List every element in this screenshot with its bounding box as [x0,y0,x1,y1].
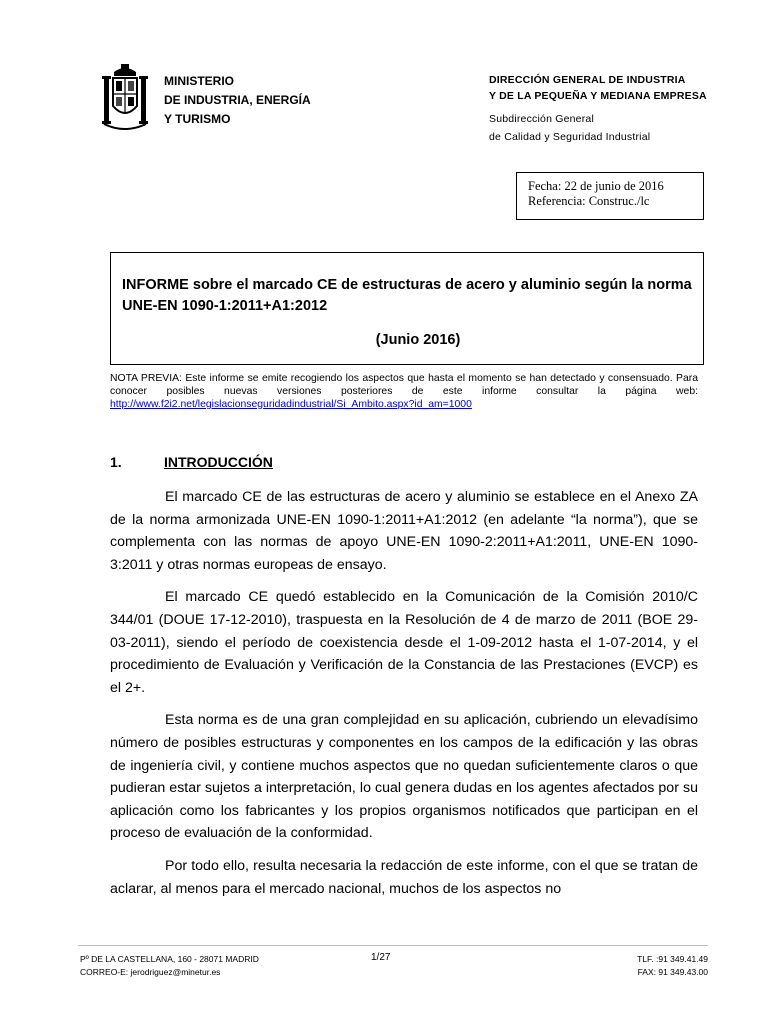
subdirectorate-line: de Calidad y Seguridad Industrial [489,131,651,143]
footer-phones [608,953,708,979]
document-title: INFORME sobre el marcado CE de estructuras de acero y aluminio según la norma UNE-EN 1090-1:2011+A1:2012 [122,277,692,314]
paragraph: Esta norma es de una gran complejidad en su aplicación, cubriendo un elevadísimo número de posibles estructuras y componentes en los campos de la edificación y las obras de ingeniería civil, y contiene muchos aspectos que no quedan suficientemente claros o que pudieran estar sujetos a interpretación, lo cual genera dudas en los agentes afectados por su aplicación como los fabricantes y los propios organismos notificados que participan en el proceso de evaluación de la conformidad. [110,712,698,842]
preliminary-note [110,372,698,411]
section-number: 1. [110,454,122,470]
ministry-name [164,72,311,129]
directorate-name [489,72,707,104]
document-reference: Referencia: Construc./lc [528,194,650,208]
document-title-date: (Junio 2016) [375,332,461,348]
paragraph: El marcado CE quedó establecido en la Comunicación de la Comisión 2010/C 344/01 (DOUE 17-12-2010), traspuesta en la Resolución de 4 de marzo de 2011 (BOE 29-03-2011), siendo el período de coexistencia desde el 1-09-2012 hasta el 1-07-2014, y el procedimiento de Evaluación y Verificación de la Constancia de las Prestaciones (EVCP) es el 2+. [110,589,698,696]
title-box [110,252,704,365]
preliminary-note-link[interactable]: http://www.f2i2.net/legislacionseguridadindustrial/Si_Ambito.aspx?id_am=1000 [110,399,472,410]
directorate-line: Y DE LA PEQUEÑA Y MEDIANA EMPRESA [489,90,707,102]
preliminary-note-text: NOTA PREVIA: Este informe se emite recogiendo los aspectos que hasta el momento se han detectado y consensuado. Para conocer posibles nuevas versiones posteriores de este informe consultar la página web: [110,373,698,397]
footer-fax: FAX: 91 349.43.00 [637,967,708,977]
footer-contact [80,953,259,979]
paragraph: Por todo ello, resulta necesaria la redacción de este informe, con el que se tratan de aclarar, al menos para el mercado nacional, muchos de los aspectos no [110,857,698,897]
footer-email: CORREO-E: jerodriguez@minetur.es [80,967,221,977]
subdirectorate-line: Subdirección General [489,113,594,125]
subdirectorate-name [489,110,650,146]
page-number: 1/27 [371,952,391,963]
ministry-line: MINISTERIO [164,74,235,88]
section-body [110,486,698,910]
coat-of-arms-icon [100,62,150,134]
footer-address: Pº DE LA CASTELLANA, 160 - 28071 MADRID [80,954,259,964]
ministry-line: Y TURISMO [164,112,231,126]
section-heading: INTRODUCCIÓN [164,454,273,470]
paragraph: El marcado CE de las estructuras de acero y aluminio se establece en el Anexo ZA de la norma armonizada UNE-EN 1090-1:2011+A1:2012 (en adelante “la norma”), que se complementa con las normas de apoyo UNE-EN 1090-2:2011+A1:2011, UNE-EN 1090-3:2011 y otras normas europeas de ensayo. [110,489,698,573]
ministry-line: DE INDUSTRIA, ENERGÍA [164,93,311,107]
date-reference-box [516,172,704,220]
directorate-line: DIRECCIÓN GENERAL DE INDUSTRIA [489,74,686,86]
document-date: Fecha: 22 de junio de 2016 [528,179,664,193]
footer-divider [78,945,708,946]
footer-phone: TLF. :91 349.41.49 [637,954,708,964]
